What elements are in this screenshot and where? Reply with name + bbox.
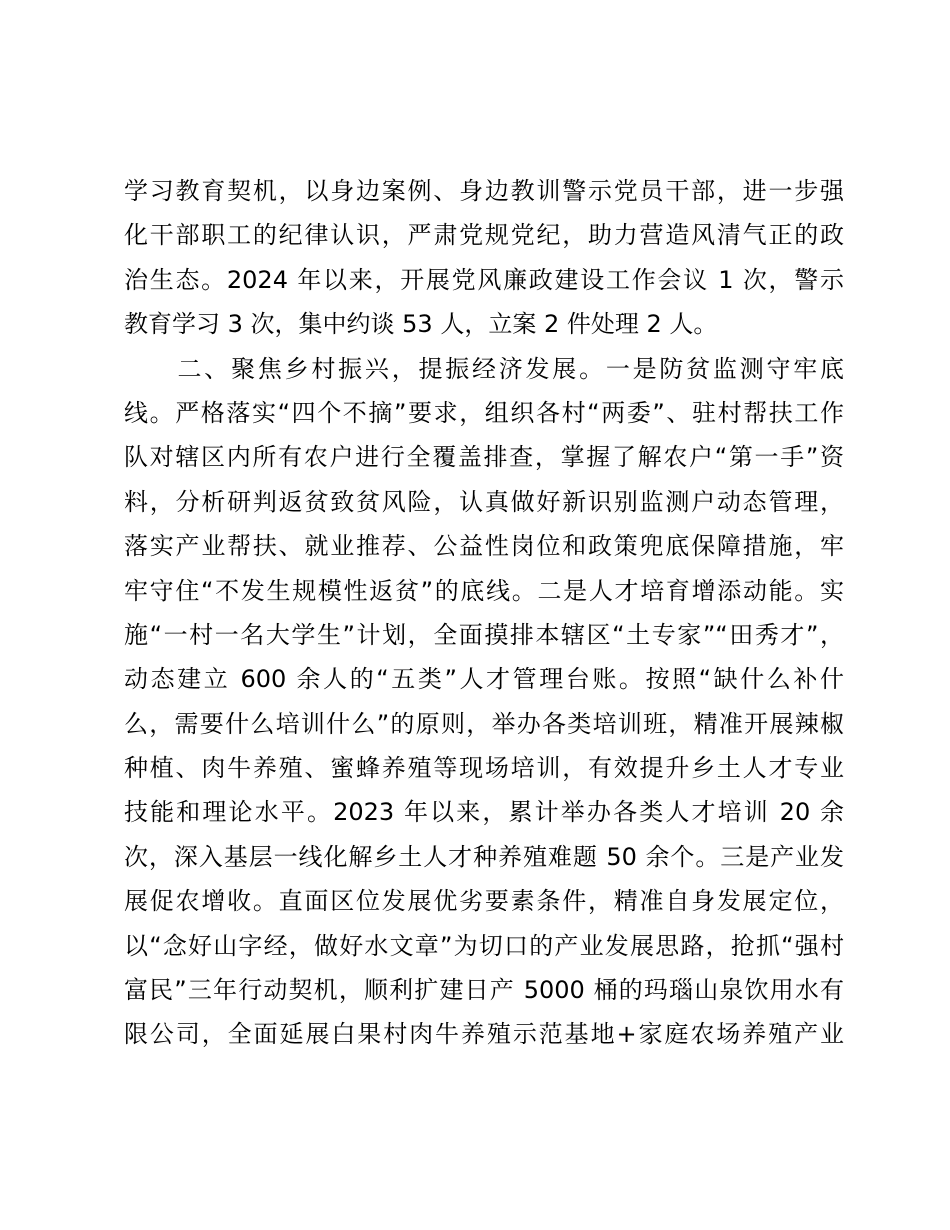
text-line-19: 富民”三年行动契机，顺利扩建日产 5000 桶的玛瑙山泉饮用水有 [124, 976, 844, 1005]
text-line-7: 队对辖区内所有农户进行全覆盖排查，掌握了解农户“第一手”资 [124, 443, 844, 472]
text-line-12: 动态建立 600 余人的“五类”人才管理台账。按照“缺什么补什 [124, 665, 844, 694]
text-line-3: 治生态。2024 年以来，开展党风廉政建设工作会议 1 次，警示 [124, 265, 844, 294]
text-line-4: 教育学习 3 次，集中约谈 53 人，立案 2 件处理 2 人。 [124, 310, 718, 339]
text-line-14: 种植、肉牛养殖、蜜蜂养殖等现场培训，有效提升乡土人才专业 [124, 754, 844, 783]
text-line-18: 以“念好山字经，做好水文章”为切口的产业发展思路，抢抓“强村 [124, 931, 844, 960]
text-line-8: 料，分析研判返贫致贫风险，认真做好新识别监测户动态管理， [124, 487, 844, 516]
text-line-20: 限公司，全面延展白果村肉牛养殖示范基地+家庭农场养殖产业 [124, 1020, 844, 1049]
text-line-6: 线。严格落实“四个不摘”要求，组织各村“两委”、驻村帮扶工作 [124, 398, 844, 427]
body-text [124, 169, 844, 1057]
text-line-13: 么，需要什么培训什么”的原则，举办各类培训班，精准开展辣椒 [124, 709, 844, 738]
text-line-1: 学习教育契机，以身边案例、身边教训警示党员干部，进一步强 [124, 177, 844, 205]
text-line-10: 牢守住“不发生规模性返贫”的底线。二是人才培育增添动能。实 [124, 576, 844, 605]
text-line-2: 化干部职工的纪律认识，严肃党规党纪，助力营造风清气正的政 [124, 221, 844, 250]
text-line-16: 次，深入基层一线化解乡土人才种养殖难题 50 余个。三是产业发 [124, 842, 844, 871]
text-line-11: 施“一村一名大学生”计划，全面摸排本辖区“土专家”“田秀才”， [124, 620, 844, 649]
text-line-9: 落实产业帮扶、就业推荐、公益性岗位和政策兜底保障措施，牢 [124, 532, 844, 561]
text-line-15: 技能和理论水平。2023 年以来，累计举办各类人才培训 20 余 [124, 798, 844, 827]
text-line-5: 二、聚焦乡村振兴，提振经济发展。一是防贫监测守牢底 [124, 354, 844, 383]
text-line-17: 展促农增收。直面区位发展优劣要素条件，精准自身发展定位， [124, 887, 844, 916]
